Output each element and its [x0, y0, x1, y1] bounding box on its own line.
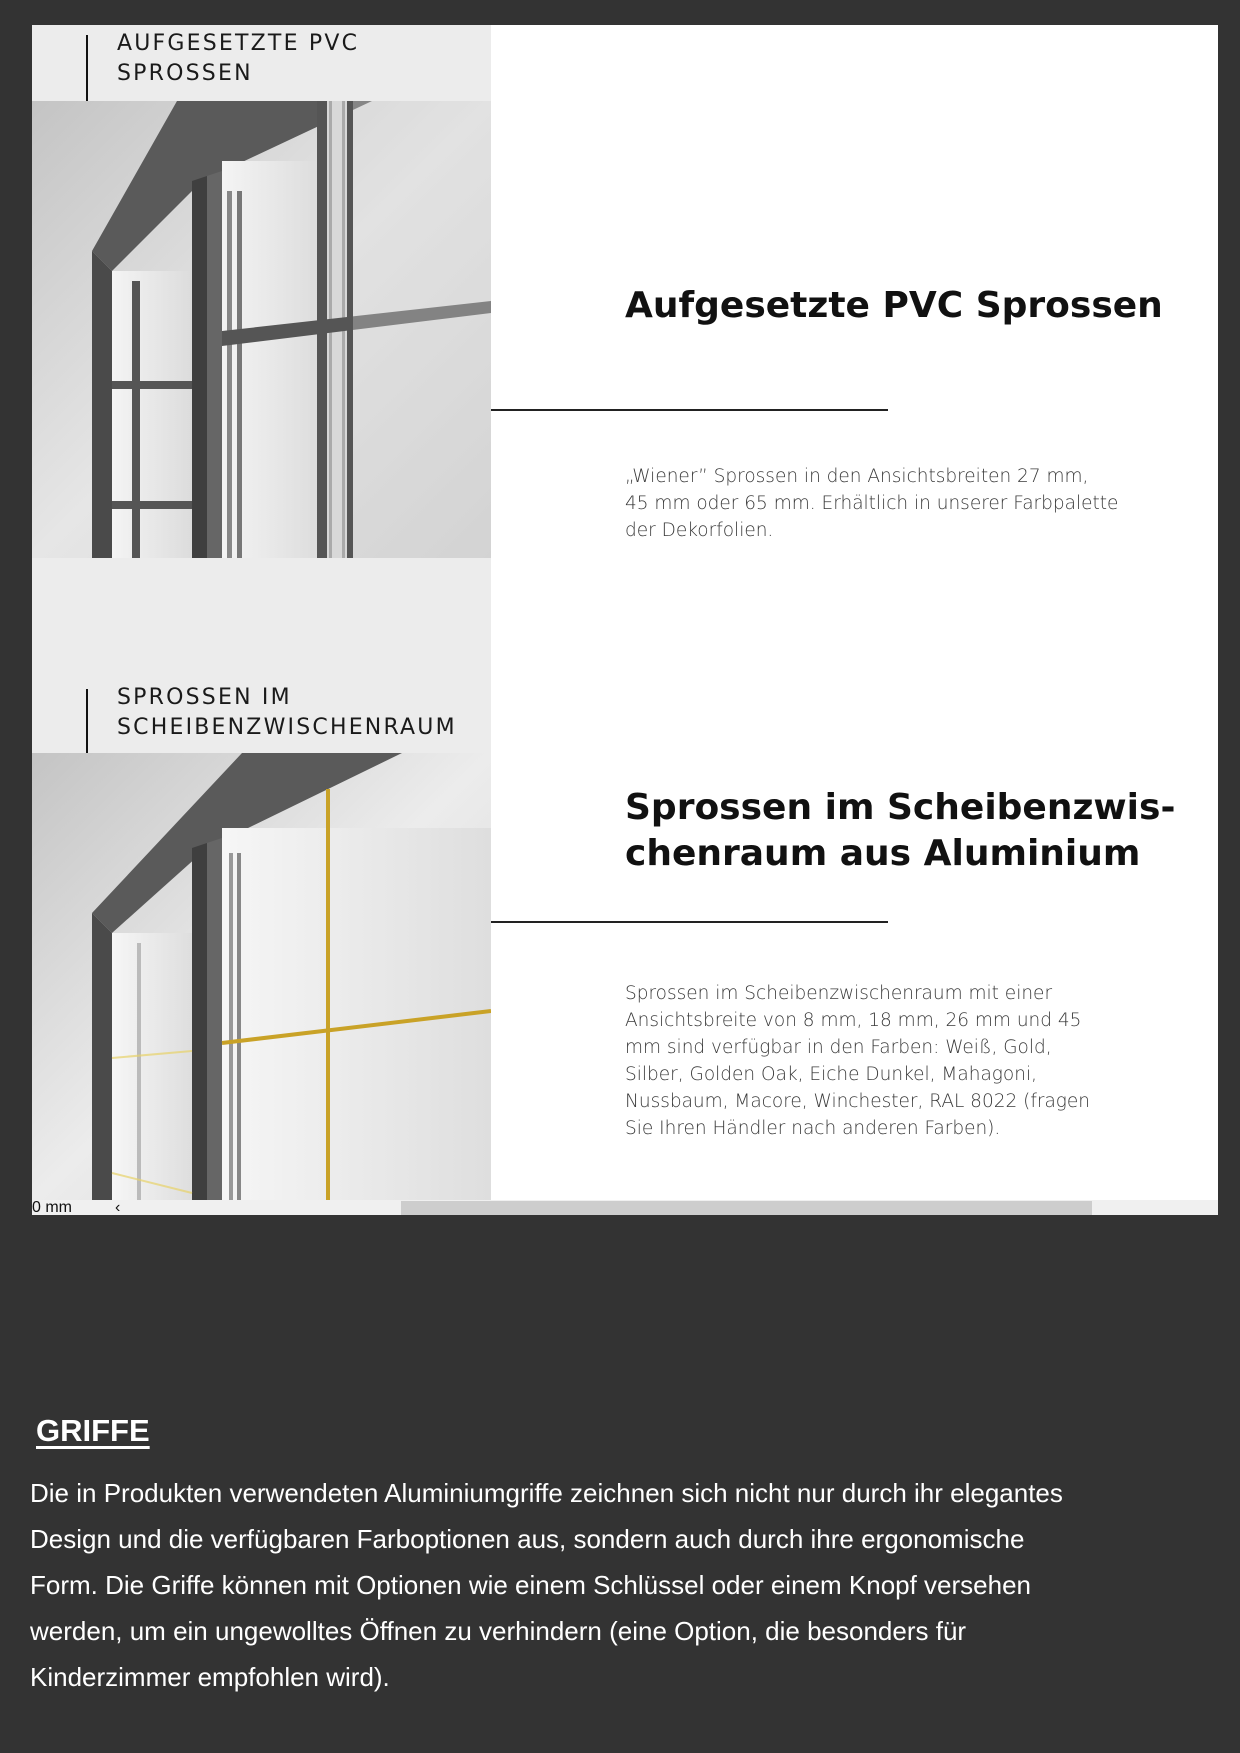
window-with-gold-internal-bars-photo: [32, 753, 491, 1200]
section-description-pvc: [625, 463, 1145, 544]
description-line: der Dekorfolien.: [625, 520, 774, 541]
description-line: Nussbaum, Macore, Winchester, RAL 8022 (fragen: [625, 1091, 1091, 1112]
section-title-line: Aufgesetzte PVC Sprossen: [625, 285, 1163, 326]
scroll-left-arrow-icon[interactable]: ‹: [115, 1199, 121, 1216]
description-line: 45 mm oder 65 mm. Erhältlich in unserer Farbpalette: [625, 493, 1119, 514]
description-line: mm sind verfügbar in den Farben: Weiß, Gold,: [625, 1037, 1052, 1058]
section-title-line: chenraum aus Aluminium: [625, 833, 1141, 874]
description-line: Sie Ihren Händler nach anderen Farben).: [625, 1118, 1001, 1139]
section-label-line: SPROSSEN: [117, 61, 253, 86]
paragraph-line: Form. Die Griffe können mit Optionen wie einem Schlüssel oder einem Knopf versehen: [30, 1570, 1032, 1600]
paragraph-line: Die in Produkten verwendeten Aluminiumgriffe zeichnen sich nicht nur durch ihr elegantes: [30, 1478, 1063, 1508]
section-title-line: Sprossen im Scheibenzwis-: [625, 787, 1176, 828]
description-line: Ansichtsbreite von 8 mm, 18 mm, 26 mm und 45: [625, 1010, 1082, 1031]
section-label-internal: [117, 683, 457, 743]
window-photo-illustration: [32, 101, 491, 558]
section-label-line: SCHEIBENZWISCHENRAUM: [117, 715, 457, 740]
paragraph-line: Design und die verfügbaren Farboptionen aus, sondern auch durch ihre ergonomische: [30, 1524, 1025, 1554]
scrollbar-caption: 0 mm: [32, 1199, 72, 1216]
griffe-heading: GRIFFE: [36, 1413, 150, 1448]
product-image-panel: [32, 25, 1218, 1200]
paragraph-line: werden, um ein ungewolltes Öffnen zu verhindern (eine Option, die besonders für: [30, 1616, 967, 1646]
paragraph-line: Kinderzimmer empfohlen wird).: [30, 1662, 390, 1692]
window-with-pvc-glazing-bars-photo: [32, 101, 491, 558]
section-label-pvc: [117, 29, 359, 89]
section-divider: [491, 409, 888, 411]
section-label-line: SPROSSEN IM: [117, 685, 292, 710]
scrollbar-thumb[interactable]: [401, 1201, 1092, 1215]
description-line: Silber, Golden Oak, Eiche Dunkel, Mahagoni,: [625, 1064, 1037, 1085]
window-photo-illustration: [32, 753, 491, 1200]
section-description-internal: [625, 980, 1145, 1142]
section-title-internal: [625, 785, 1175, 877]
section-label-line: AUFGESETZTE PVC: [117, 31, 360, 56]
griffe-paragraph: [30, 1470, 1220, 1700]
horizontal-scrollbar[interactable]: [32, 1200, 1218, 1215]
description-line: „Wiener” Sprossen in den Ansichtsbreiten 27 mm,: [625, 466, 1089, 487]
section-divider: [491, 921, 888, 923]
section-title-pvc: [625, 283, 1163, 329]
description-line: Sprossen im Scheibenzwischenraum mit einer: [625, 983, 1053, 1004]
